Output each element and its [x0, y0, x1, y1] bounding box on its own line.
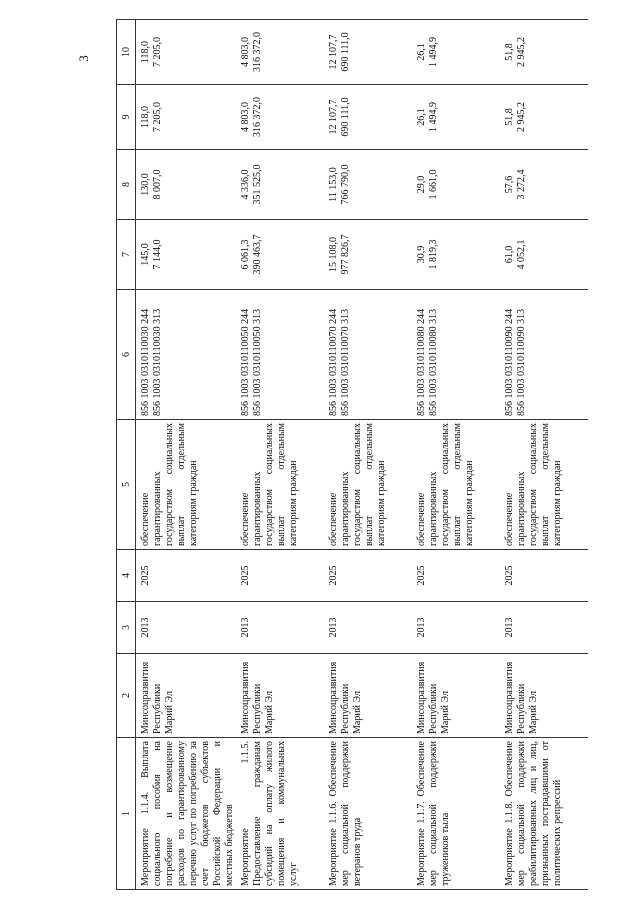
value: 7 144,0	[152, 239, 163, 270]
start-year: 2013	[236, 602, 324, 654]
value: 3 272,4	[516, 169, 527, 200]
column-number-row	[117, 20, 136, 890]
col-header-10: 10	[117, 20, 136, 85]
value: 690 111,0	[340, 97, 351, 137]
end-year: 2025	[412, 550, 500, 602]
value: 351 525,0	[252, 164, 263, 205]
value: 4 803,0	[240, 102, 251, 132]
value-col-8	[412, 150, 500, 220]
start-year: 2013	[324, 602, 412, 654]
col-header-5: 5	[117, 420, 136, 550]
executor: Минсоцразвития Республики Марий Эл	[136, 654, 237, 738]
budget-code: 856 1003 0310110030 313	[152, 308, 163, 416]
value-col-10	[412, 20, 500, 85]
budget-code: 856 1003 0310110080 244	[416, 308, 427, 416]
expected-result: обеспечение гарантированных государством социальных выплат отдельным категориям граждан	[324, 420, 412, 550]
budget-code: 856 1003 0310110070 313	[340, 308, 351, 416]
budget-code: 856 1003 0310110070 244	[328, 308, 339, 416]
value-col-7	[324, 220, 412, 290]
expected-result: обеспечение гарантированных государством социальных выплат отдельным категориям граждан	[236, 420, 324, 550]
value: 1 819,3	[428, 239, 439, 270]
budget-codes	[500, 290, 588, 420]
value: 1 494,9	[428, 102, 439, 132]
value: 12 107,7	[328, 34, 339, 70]
table-row	[236, 20, 324, 890]
value-col-9	[236, 85, 324, 150]
start-year: 2013	[500, 602, 588, 654]
value: 11 153,0	[328, 167, 339, 202]
measure-name: Мероприятие 1.1.7. Обеспечение мер социальной поддержки тружеников тыла	[412, 738, 500, 890]
table-row	[324, 20, 412, 890]
budget-codes	[324, 290, 412, 420]
start-year: 2013	[412, 602, 500, 654]
value-col-10	[136, 20, 237, 85]
value: 118,0	[140, 40, 151, 64]
value-col-8	[324, 150, 412, 220]
value-col-10	[324, 20, 412, 85]
end-year: 2025	[324, 550, 412, 602]
measure-name: Мероприятие 1.1.4. Выплата социального пособия на погребение и возмещение расходов по гарантированному перечню услуг по погребению за счет бюджетов субъектов Российской Федерации и местных бюджетов	[136, 738, 237, 890]
col-header-9: 9	[117, 85, 136, 150]
value: 26,1	[416, 43, 427, 61]
col-header-3: 3	[117, 602, 136, 654]
budget-code: 856 1003 0310110080 313	[428, 308, 439, 416]
value: 766 790,0	[340, 164, 351, 205]
value-col-9	[324, 85, 412, 150]
budget-code: 856 1003 0310110030 244	[140, 308, 151, 416]
value-col-8	[136, 150, 237, 220]
value: 1 494,9	[428, 37, 439, 67]
value-col-7	[236, 220, 324, 290]
expected-result: обеспечение гарантированных государством социальных выплат отдельным категориям граждан	[412, 420, 500, 550]
col-header-1: 1	[117, 738, 136, 890]
value: 4 803,0	[240, 37, 251, 67]
value: 15 108,0	[328, 237, 339, 272]
value-col-9	[500, 85, 588, 150]
measure-name: Мероприятие 1.1.8. Обеспечение мер социальной поддержки реабилитированных лиц и лиц, признанных пострадавшими от политических репрессий	[500, 738, 588, 890]
value: 2 945,2	[516, 102, 527, 132]
value: 29,0	[416, 175, 427, 194]
budget-codes	[236, 290, 324, 420]
col-header-4: 4	[117, 550, 136, 602]
end-year: 2025	[136, 550, 237, 602]
budget-code: 856 1003 0310110090 244	[504, 308, 515, 416]
value: 26,1	[416, 108, 427, 126]
executor: Минсоцразвития Республики Марий Эл	[324, 654, 412, 738]
value: 118,0	[140, 105, 151, 129]
table-row	[412, 20, 500, 890]
expected-result: обеспечение гарантированных государством социальных выплат отдельным категориям граждан	[136, 420, 237, 550]
value: 12 107,7	[328, 99, 339, 135]
budget-codes	[136, 290, 237, 420]
value: 316 372,0	[252, 32, 263, 72]
page-number: 3	[75, 55, 91, 62]
value: 145,0	[140, 243, 151, 266]
table-row	[136, 20, 237, 890]
value: 316 372,0	[252, 97, 263, 137]
budget-codes	[412, 290, 500, 420]
value: 130,0	[140, 173, 151, 196]
executor: Минсоцразвития Республики Марий Эл	[412, 654, 500, 738]
value: 7 205,0	[152, 102, 163, 132]
value: 4 336,0	[240, 169, 251, 200]
rotated-table-wrapper	[116, 20, 640, 890]
value-col-9	[412, 85, 500, 150]
budget-code: 856 1003 0310110090 313	[516, 308, 527, 416]
col-header-2: 2	[117, 654, 136, 738]
value-col-9	[136, 85, 237, 150]
value: 51,8	[504, 108, 515, 126]
value: 1 661,0	[428, 169, 439, 200]
budget-code: 856 1003 0310110050 244	[240, 308, 251, 416]
table-row	[500, 20, 588, 890]
value: 4 052,1	[516, 239, 527, 270]
value-col-7	[500, 220, 588, 290]
value: 6 061,3	[240, 239, 251, 270]
program-measures-table	[116, 19, 588, 890]
value-col-7	[412, 220, 500, 290]
col-header-8: 8	[117, 150, 136, 220]
value-col-8	[500, 150, 588, 220]
value: 51,8	[504, 43, 515, 61]
value: 30,9	[416, 245, 427, 264]
expected-result: обеспечение гарантированных государством социальных выплат отдельным категориям граждан	[500, 420, 588, 550]
value: 8 007,0	[152, 169, 163, 200]
col-header-7: 7	[117, 220, 136, 290]
end-year: 2025	[500, 550, 588, 602]
value-col-8	[236, 150, 324, 220]
value-col-10	[500, 20, 588, 85]
value: 2 945,2	[516, 37, 527, 67]
value: 7 205,0	[152, 37, 163, 67]
executor: Минсоцразвития Республики Марий Эл	[236, 654, 324, 738]
executor: Минсоцразвития Республики Марий Эл	[500, 654, 588, 738]
budget-code: 856 1003 0310110050 313	[252, 308, 263, 416]
measure-name: Мероприятие 1.1.5. Предоставление гражданам субсидий на оплату жилого помещения и коммунальных услуг	[236, 738, 324, 890]
value-col-7	[136, 220, 237, 290]
value: 977 826,7	[340, 234, 351, 275]
col-header-6: 6	[117, 290, 136, 420]
value: 690 111,0	[340, 32, 351, 72]
value: 61,0	[504, 245, 515, 264]
value-col-10	[236, 20, 324, 85]
value: 57,6	[504, 175, 515, 194]
measure-name: Мероприятие 1.1.6. Обеспечение мер социальной поддержки ветеранов труда	[324, 738, 412, 890]
start-year: 2013	[136, 602, 237, 654]
value: 390 463,7	[252, 234, 263, 275]
end-year: 2025	[236, 550, 324, 602]
